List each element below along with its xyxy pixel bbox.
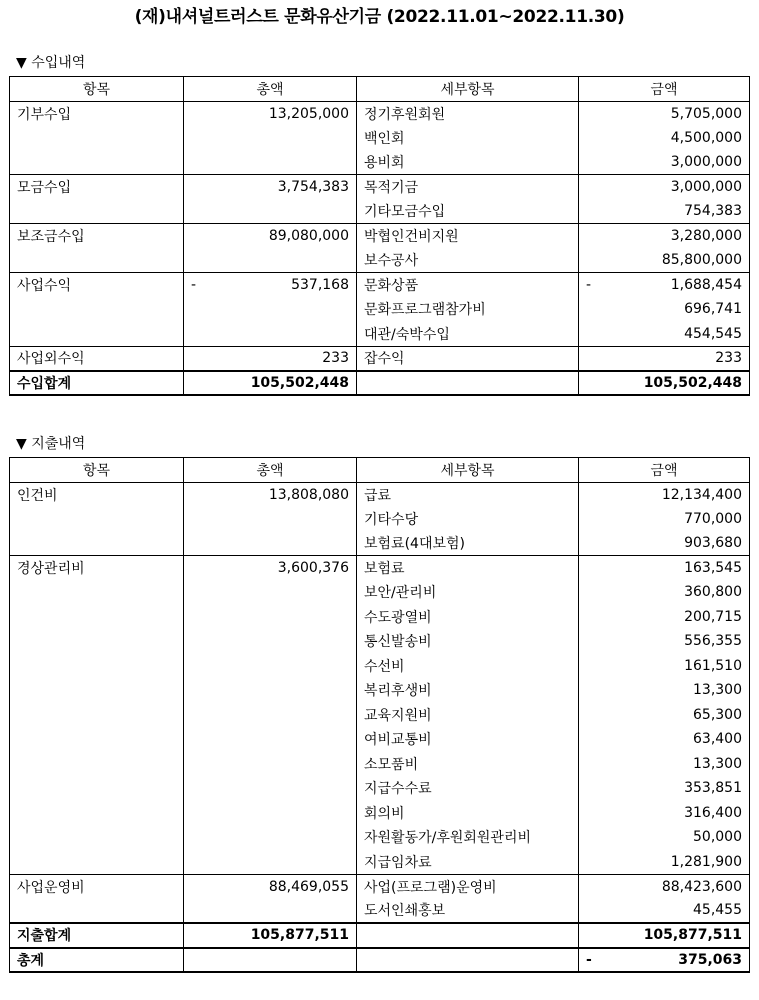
detail-item-cell: [357, 297, 579, 322]
expense-table: [9, 457, 750, 973]
amount-cell: [579, 297, 750, 322]
item-cell: [10, 346, 184, 371]
amount-cell: [579, 346, 750, 371]
amount-cell: [579, 150, 750, 175]
item-cell: [10, 703, 184, 728]
table-row: [10, 346, 750, 371]
negative-sign: -: [586, 277, 592, 293]
detail-item-cell: [357, 224, 579, 249]
negative-sign: -: [191, 277, 197, 293]
table-row: [10, 801, 750, 826]
amount-cell-value: 50,000: [693, 829, 742, 846]
detail-item-cell-value: 목적기금: [364, 180, 419, 196]
detail-item-cell: [357, 248, 579, 273]
detail-item-cell: [357, 580, 579, 605]
item-cell: [10, 899, 184, 924]
item-cell-value: 사업운영비: [17, 879, 85, 896]
total-cell: [184, 825, 357, 850]
item-cell-value: 경상관리비: [17, 561, 85, 577]
table-row: [10, 224, 750, 249]
column-header: [184, 458, 357, 483]
detail-item-cell-value: 복리후생비: [364, 683, 432, 700]
table-row: [10, 678, 750, 703]
item-cell: [10, 273, 184, 298]
table-row: [10, 322, 750, 347]
detail-item-cell: [357, 801, 579, 826]
detail-item-cell: [357, 346, 579, 371]
amount-cell: [579, 507, 750, 532]
detail-item-cell: [357, 150, 579, 175]
detail-item-cell: [357, 703, 579, 728]
total-cell: [184, 727, 357, 752]
detail-item-cell: [357, 273, 579, 298]
detail-item-cell-value: 수선비: [364, 658, 405, 675]
sum-total-cell-value: 105,502,448: [250, 374, 349, 391]
total-cell: [184, 531, 357, 556]
amount-cell-value: 1,688,454: [670, 277, 742, 293]
item-cell: [10, 874, 184, 899]
item-cell: [10, 825, 184, 850]
grand-label-cell-value: 총계: [17, 952, 45, 969]
detail-item-cell-value: 사업(프로그램)운영비: [364, 879, 497, 896]
amount-cell-value: 903,680: [684, 535, 742, 551]
detail-item-cell: [357, 727, 579, 752]
amount-cell: [579, 703, 750, 728]
amount-cell: [579, 776, 750, 801]
amount-cell: [579, 101, 750, 126]
total-cell: [184, 297, 357, 322]
table-row: [10, 899, 750, 924]
amount-cell: [579, 727, 750, 752]
item-cell: [10, 199, 184, 224]
table-row: [10, 727, 750, 752]
amount-cell-value: 12,134,400: [661, 486, 742, 503]
detail-item-cell-value: 대관/숙박수입: [364, 326, 450, 343]
amount-cell-value: 4,500,000: [670, 129, 742, 146]
column-header-value: 세부항목: [440, 462, 495, 479]
detail-item-cell-value: 교육지원비: [364, 707, 432, 724]
amount-cell-value: 360,800: [684, 584, 742, 601]
amount-cell-value: 200,715: [684, 608, 742, 625]
amount-cell-value: 696,741: [684, 301, 742, 318]
income-table: [9, 76, 750, 396]
table-row: [10, 776, 750, 801]
detail-item-cell-value: 기타수당: [364, 511, 419, 528]
item-cell: [10, 297, 184, 322]
amount-cell: [579, 850, 750, 875]
table-row: [10, 654, 750, 679]
column-header-value: 총액: [256, 81, 284, 98]
item-cell-value: 사업외수익: [17, 351, 85, 367]
detail-item-cell-value: 보안/관리비: [364, 585, 437, 602]
detail-item-cell-value: 소모품비: [364, 756, 419, 773]
amount-cell: [579, 556, 750, 581]
total-cell-value: 89,080,000: [268, 228, 349, 244]
column-header-value: 금액: [650, 81, 678, 98]
sum-label-cell-value: 지출합계: [17, 928, 72, 945]
item-cell: [10, 605, 184, 630]
detail-item-cell: [357, 126, 579, 151]
detail-item-cell-value: 지급임차료: [364, 854, 432, 871]
column-header: [579, 77, 750, 102]
amount-cell-value: 1,281,900: [670, 853, 742, 870]
table-row: [10, 248, 750, 273]
amount-cell: [579, 175, 750, 200]
amount-cell: [579, 605, 750, 630]
table-row: [10, 297, 750, 322]
report-title: (재)내셔널트러스트 문화유산기금 (2022.11.01~2022.11.30): [134, 7, 625, 27]
detail-item-cell: [357, 101, 579, 126]
total-cell: [184, 224, 357, 249]
detail-item-cell-value: 보수공사: [364, 253, 419, 269]
amount-cell-value: 65,300: [693, 706, 742, 723]
column-header: [10, 458, 184, 483]
detail-item-cell: [357, 605, 579, 630]
amount-cell-value: 45,455: [693, 902, 742, 919]
sum-amount-cell: [579, 923, 750, 948]
table-row: [10, 273, 750, 298]
item-cell: [10, 629, 184, 654]
table-row: [10, 101, 750, 126]
amount-cell-value: 3,280,000: [670, 228, 742, 244]
total-cell-value: 537,168: [291, 277, 349, 293]
amount-cell: [579, 126, 750, 151]
detail-item-cell: [357, 874, 579, 899]
total-cell: [184, 629, 357, 654]
grand-total-row: [10, 948, 750, 973]
sum-total-cell: [184, 371, 357, 396]
item-cell: [10, 248, 184, 273]
total-cell: [184, 322, 357, 347]
amount-cell: [579, 273, 750, 298]
column-header-value: 세부항목: [440, 81, 495, 98]
item-cell: [10, 727, 184, 752]
total-cell-value: 13,808,080: [268, 486, 349, 503]
item-cell: [10, 776, 184, 801]
grand-total-cell: [184, 948, 357, 973]
detail-item-cell: [357, 556, 579, 581]
amount-cell-value: 3,000,000: [670, 179, 742, 195]
column-header-value: 항목: [82, 462, 111, 479]
detail-item-cell-value: 용비회: [364, 155, 405, 171]
total-cell: [184, 654, 357, 679]
sum-total-cell: [184, 923, 357, 948]
detail-item-cell-value: 통신발송비: [364, 634, 432, 651]
total-cell: [184, 101, 357, 126]
column-header-value: 금액: [650, 462, 678, 479]
detail-item-cell: [357, 482, 579, 507]
amount-cell-value: 316,400: [684, 804, 742, 821]
amount-cell: [579, 322, 750, 347]
item-cell: [10, 801, 184, 826]
table-row: [10, 556, 750, 581]
detail-item-cell-value: 자원활동가/후원회원관리비: [364, 830, 532, 847]
detail-item-cell: [357, 531, 579, 556]
detail-item-cell-value: 여비교통비: [364, 732, 432, 749]
detail-item-cell-value: 급료: [364, 487, 392, 504]
total-cell-value: 13,205,000: [268, 105, 349, 122]
detail-item-cell: [357, 654, 579, 679]
total-cell: [184, 199, 357, 224]
total-cell: [184, 899, 357, 924]
total-cell: [184, 507, 357, 532]
item-cell: [10, 678, 184, 703]
total-cell: [184, 273, 357, 298]
table-row: [10, 629, 750, 654]
amount-cell: [579, 654, 750, 679]
amount-cell-value: 13,300: [693, 755, 742, 772]
detail-item-cell-value: 보험료(4대보험): [364, 536, 465, 552]
total-cell: [184, 605, 357, 630]
amount-cell-value: 63,400: [693, 731, 742, 748]
sum-amount-cell-value: 105,502,448: [643, 374, 742, 391]
grand-label-cell: [10, 948, 184, 973]
detail-item-cell-value: 지급수수료: [364, 781, 432, 798]
item-cell: [10, 556, 184, 581]
sum-amount-cell-value: 105,877,511: [643, 927, 742, 944]
table-row: [10, 507, 750, 532]
sum-label-cell: [10, 371, 184, 396]
detail-item-cell: [357, 322, 579, 347]
detail-item-cell: [357, 899, 579, 924]
detail-item-cell-value: 수도광열비: [364, 609, 432, 626]
table-row: [10, 126, 750, 151]
amount-cell-value: 353,851: [684, 780, 742, 797]
total-cell-value: 3,754,383: [277, 179, 349, 195]
detail-item-cell: [357, 752, 579, 777]
column-header: [184, 77, 357, 102]
amount-cell: [579, 629, 750, 654]
amount-cell-value: 161,510: [684, 657, 742, 674]
total-cell: [184, 776, 357, 801]
item-cell-value: 사업수익: [17, 278, 72, 294]
detail-item-cell-value: 잡수익: [364, 351, 405, 367]
sum-detail-cell: [357, 923, 579, 948]
sum-amount-cell: [579, 371, 750, 396]
sum-total-cell-value: 105,877,511: [250, 927, 349, 944]
expense-section-title: ▼ 지출내역: [16, 436, 86, 452]
amount-cell-value: 3,000,000: [670, 154, 742, 170]
sum-detail-cell: [357, 371, 579, 396]
total-cell: [184, 175, 357, 200]
header-row: [10, 77, 750, 102]
item-cell: [10, 150, 184, 175]
detail-item-cell: [357, 850, 579, 875]
amount-cell: [579, 482, 750, 507]
table-row: [10, 531, 750, 556]
item-cell: [10, 507, 184, 532]
grand-amount-cell-value: 375,063: [678, 951, 742, 968]
detail-item-cell-value: 회의비: [364, 805, 405, 822]
amount-cell-value: 754,383: [684, 203, 742, 219]
item-cell: [10, 654, 184, 679]
detail-item-cell: [357, 175, 579, 200]
total-cell: [184, 248, 357, 273]
total-cell: [184, 752, 357, 777]
table-row: [10, 199, 750, 224]
total-cell: [184, 850, 357, 875]
amount-cell: [579, 531, 750, 556]
amount-cell-value: 13,300: [693, 682, 742, 699]
amount-cell-value: 233: [715, 350, 742, 366]
amount-cell-value: 85,800,000: [661, 252, 742, 268]
item-cell: [10, 580, 184, 605]
total-cell: [184, 482, 357, 507]
total-cell: [184, 346, 357, 371]
detail-item-cell: [357, 629, 579, 654]
total-cell: [184, 874, 357, 899]
item-cell-value: 보조금수입: [17, 229, 85, 245]
table-row: [10, 482, 750, 507]
negative-sign: -: [586, 951, 592, 968]
table-row: [10, 874, 750, 899]
amount-cell-value: 88,423,600: [661, 878, 742, 895]
table-row: [10, 150, 750, 175]
detail-item-cell-value: 박협인건비지원: [364, 229, 459, 245]
column-header: [10, 77, 184, 102]
table-row: [10, 752, 750, 777]
total-cell: [184, 580, 357, 605]
column-header: [357, 458, 579, 483]
table-row: [10, 580, 750, 605]
amount-cell: [579, 801, 750, 826]
total-cell: [184, 126, 357, 151]
grand-detail-cell: [357, 948, 579, 973]
grand-amount-cell: [579, 948, 750, 973]
amount-cell: [579, 199, 750, 224]
item-cell: [10, 224, 184, 249]
detail-item-cell-value: 보험료: [364, 561, 405, 577]
item-cell: [10, 482, 184, 507]
item-cell-value: 모금수입: [17, 180, 72, 196]
amount-cell-value: 556,355: [684, 633, 742, 650]
table-row: [10, 703, 750, 728]
amount-cell-value: 770,000: [684, 510, 742, 527]
amount-cell: [579, 899, 750, 924]
amount-cell-value: 163,545: [684, 560, 742, 576]
item-cell: [10, 850, 184, 875]
total-cell: [184, 678, 357, 703]
total-cell-value: 88,469,055: [268, 878, 349, 895]
item-cell: [10, 126, 184, 151]
table-row: [10, 605, 750, 630]
amount-cell: [579, 678, 750, 703]
item-cell: [10, 531, 184, 556]
item-cell: [10, 101, 184, 126]
sum-label-cell: [10, 923, 184, 948]
item-cell: [10, 175, 184, 200]
total-cell: [184, 556, 357, 581]
total-cell-value: 3,600,376: [277, 560, 349, 576]
detail-item-cell: [357, 825, 579, 850]
amount-cell-value: 454,545: [684, 325, 742, 342]
column-header-value: 항목: [82, 81, 111, 98]
amount-cell-value: 5,705,000: [670, 105, 742, 122]
detail-item-cell: [357, 678, 579, 703]
detail-item-cell-value: 정기후원회원: [364, 106, 446, 123]
amount-cell: [579, 580, 750, 605]
detail-item-cell-value: 문화상품: [364, 278, 419, 294]
item-cell-value: 인건비: [17, 487, 58, 504]
detail-item-cell-value: 문화프로그램참가비: [364, 302, 486, 319]
table-row: [10, 850, 750, 875]
sum-row: [10, 371, 750, 396]
amount-cell: [579, 248, 750, 273]
amount-cell: [579, 874, 750, 899]
total-cell: [184, 150, 357, 175]
item-cell: [10, 752, 184, 777]
total-cell: [184, 801, 357, 826]
amount-cell: [579, 825, 750, 850]
detail-item-cell: [357, 507, 579, 532]
total-cell: [184, 703, 357, 728]
amount-cell: [579, 752, 750, 777]
sum-label-cell-value: 수입합계: [17, 375, 72, 392]
amount-cell: [579, 224, 750, 249]
column-header: [357, 77, 579, 102]
item-cell: [10, 322, 184, 347]
detail-item-cell: [357, 199, 579, 224]
detail-item-cell-value: 백인회: [364, 130, 405, 147]
detail-item-cell: [357, 776, 579, 801]
income-section-title: ▼ 수입내역: [16, 55, 86, 71]
column-header-value: 총액: [256, 462, 284, 479]
sum-row: [10, 923, 750, 948]
table-row: [10, 825, 750, 850]
item-cell-value: 기부수입: [17, 106, 72, 123]
column-header: [579, 458, 750, 483]
total-cell-value: 233: [322, 350, 349, 366]
detail-item-cell-value: 기타모금수입: [364, 204, 446, 220]
header-row: [10, 458, 750, 483]
detail-item-cell-value: 도서인쇄홍보: [364, 903, 446, 920]
table-row: [10, 175, 750, 200]
